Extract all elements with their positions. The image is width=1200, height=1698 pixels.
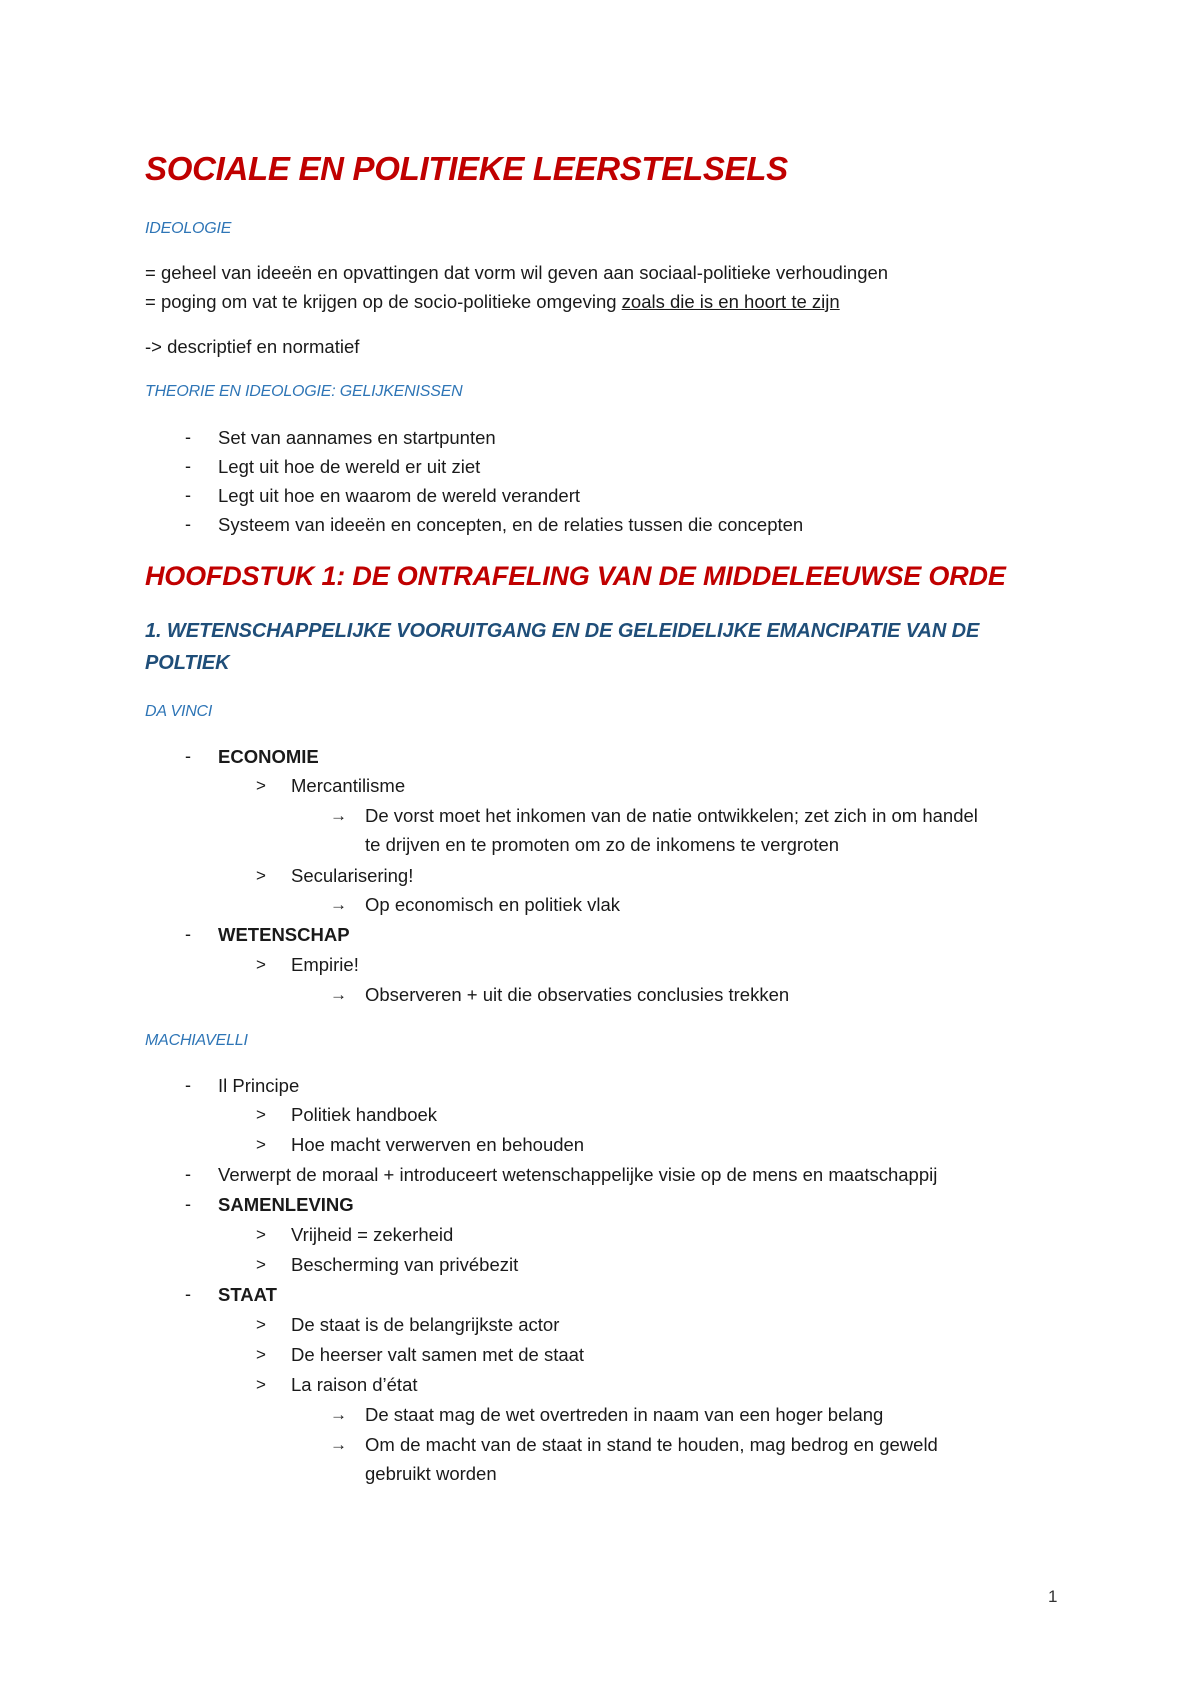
list-bullet-gt: > — [256, 1375, 266, 1394]
ideologie-definition-2 — [145, 291, 840, 313]
staat-label: STAAT — [218, 1284, 277, 1305]
arrow-right-icon: → — [330, 895, 347, 914]
actor-item: De staat is de belangrijkste actor — [291, 1314, 560, 1335]
page-number: 1 — [1048, 1587, 1058, 1606]
handboek-item: Politiek handboek — [291, 1104, 438, 1125]
list-item: Systeem van ideeën en concepten, en de relaties tussen die concepten — [218, 514, 804, 535]
bescherming-item: Bescherming van privébezit — [291, 1254, 519, 1275]
list-bullet-gt: > — [256, 1345, 266, 1364]
list-bullet-dash: - — [185, 746, 191, 766]
arrow-right-icon: → — [330, 1405, 347, 1424]
list-bullet-gt: > — [256, 1105, 266, 1124]
list-bullet-dash: - — [185, 485, 191, 505]
ideologie-conclusion: -> descriptief en normatief — [145, 336, 360, 357]
ideologie-definition-2-underlined: zoals die is en hoort te zijn — [621, 291, 840, 312]
vrijheid-item: Vrijheid = zekerheid — [291, 1224, 454, 1245]
davinci-heading: DA VINCI — [145, 703, 213, 720]
samenleving-label: SAMENLEVING — [218, 1194, 354, 1215]
list-bullet-dash: - — [185, 456, 191, 476]
ideologie-definition-2-text: = poging om vat te krijgen op de socio-politieke omgeving — [145, 291, 622, 312]
macht-item: Hoe macht verwerven en behouden — [291, 1134, 585, 1155]
arrow-right-icon: → — [330, 1435, 347, 1454]
list-bullet-gt: > — [256, 1315, 266, 1334]
section-heading-line-1: 1. WETENSCHAPPELIJKE VOORUITGANG EN DE GELEIDELIJKE EMANCIPATIE VAN DE — [145, 620, 980, 642]
list-bullet-gt: > — [256, 1255, 266, 1274]
list-bullet-dash: - — [185, 514, 191, 534]
mercantilisme-item: Mercantilisme — [291, 775, 406, 796]
secularisering-explanation: Op economisch en politiek vlak — [365, 894, 621, 915]
raison-explanation-1: De staat mag de wet overtreden in naam van een hoger belang — [365, 1404, 884, 1425]
list-bullet-gt: > — [256, 1225, 266, 1244]
list-bullet-gt: > — [256, 955, 266, 974]
list-item: Set van aannames en startpunten — [218, 427, 496, 448]
list-bullet-dash: - — [185, 1164, 191, 1184]
arrow-right-icon: → — [330, 985, 347, 1004]
machiavelli-heading: MACHIAVELLI — [145, 1032, 248, 1049]
economie-label: ECONOMIE — [218, 746, 319, 767]
list-bullet-dash: - — [185, 1194, 191, 1214]
section-heading-line-2: POLTIEK — [145, 652, 230, 674]
arrow-right-icon: → — [330, 806, 347, 825]
wetenschap-label: WETENSCHAP — [218, 924, 350, 945]
ideologie-definition-1: = geheel van ideeën en opvattingen dat vorm wil geven aan sociaal-politieke verhoudingen — [145, 262, 889, 283]
list-bullet-dash: - — [185, 924, 191, 944]
mercantilisme-explanation-1: De vorst moet het inkomen van de natie ontwikkelen; zet zich in om handel — [365, 805, 978, 826]
il-principe-item: Il Principe — [218, 1075, 300, 1096]
list-item: Legt uit hoe de wereld er uit ziet — [218, 456, 481, 477]
raison-explanation-2b: gebruikt worden — [365, 1463, 497, 1484]
list-bullet-gt: > — [256, 776, 266, 795]
raison-item: La raison d’état — [291, 1374, 418, 1395]
list-item: Legt uit hoe en waarom de wereld verandert — [218, 485, 580, 506]
raison-explanation-2a: Om de macht van de staat in stand te houden, mag bedrog en geweld — [365, 1434, 938, 1455]
list-bullet-dash: - — [185, 427, 191, 447]
list-bullet-dash: - — [185, 1284, 191, 1304]
document-title: SOCIALE EN POLITIEKE LEERSTELSELS — [145, 150, 788, 187]
secularisering-item: Secularisering! — [291, 865, 414, 886]
verwerpt-item: Verwerpt de moraal + introduceert wetenschappelijke visie op de mens en maatschappij — [218, 1164, 938, 1185]
theorie-heading: THEORIE EN IDEOLOGIE: GELIJKENISSEN — [145, 383, 463, 400]
empirie-explanation: Observeren + uit die observaties conclusies trekken — [365, 984, 790, 1005]
ideologie-heading: IDEOLOGIE — [145, 220, 232, 237]
mercantilisme-explanation-2: te drijven en te promoten om zo de inkomens te vergroten — [365, 834, 840, 855]
chapter-heading: HOOFDSTUK 1: DE ONTRAFELING VAN DE MIDDELEEUWSE ORDE — [145, 561, 1006, 591]
list-bullet-gt: > — [256, 866, 266, 885]
empirie-item: Empirie! — [291, 954, 359, 975]
list-bullet-dash: - — [185, 1075, 191, 1095]
heerser-item: De heerser valt samen met de staat — [291, 1344, 585, 1365]
list-bullet-gt: > — [256, 1135, 266, 1154]
